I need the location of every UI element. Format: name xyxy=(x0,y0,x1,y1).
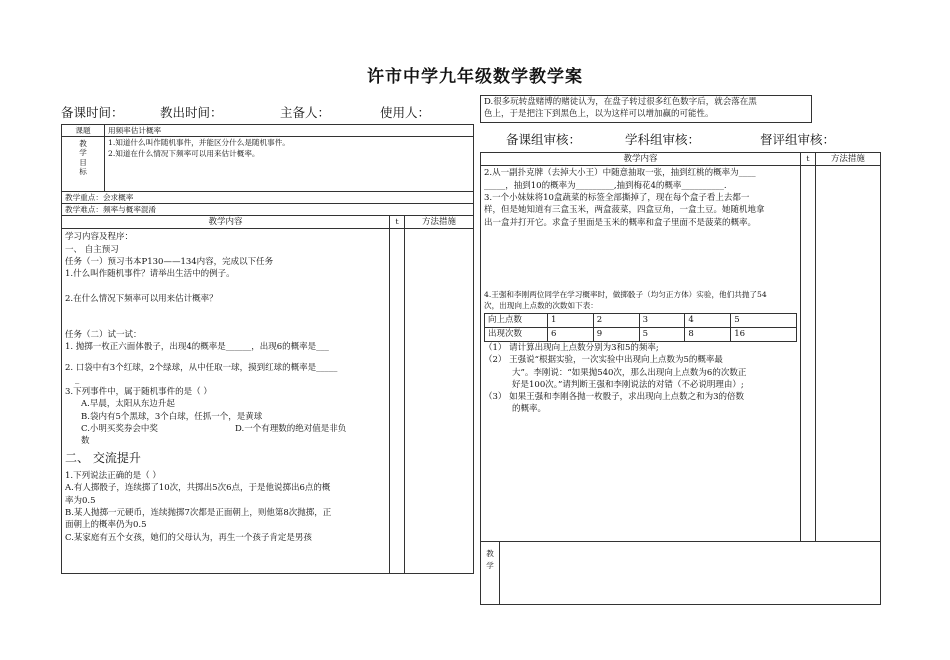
review-subject-label: 学科组审核： xyxy=(625,132,701,147)
col-method-header-right: 方法措施 xyxy=(815,153,880,166)
point-cell: 5 xyxy=(731,313,797,327)
left-lesson-table xyxy=(61,124,474,574)
left-t-cell xyxy=(390,229,405,574)
count-cell: 9 xyxy=(593,327,639,341)
key-point: 教学重点：会求概率 xyxy=(62,192,474,204)
count-cell: 8 xyxy=(685,327,731,341)
count-cell: 5 xyxy=(639,327,685,341)
count-row-label: 出现次数 xyxy=(485,327,548,341)
topic-label: 课题 xyxy=(62,125,105,137)
count-cell: 6 xyxy=(548,327,594,341)
right-t-cell xyxy=(801,166,816,542)
topic-value: 用频率估计概率 xyxy=(105,125,474,137)
col-content-header: 教学内容 xyxy=(62,216,390,229)
right-content-cell: 2.从一副扑克牌（去掉大小王）中随意抽取一张，抽到红桃的概率为____ _____，抽到10的概率为_________,抽到梅花4的概率__________. 3.一个小妹妹将10盒蔬菜的标签全部撕掉了，现在每个盒子看上去都一 样，但是她知道有三盒玉米，两盒菠菜，四盒豆角，一盒土豆。她随机地拿 出一盒并打开它。求盒子里面是玉米的概率和盒子里面不是菠菜的概率。 4.王强和李刚两位同学在学习概率时，做掷骰子（均匀正方体）实验，他们共抛了54 次，出现向上点数的次数如下表： 向上点数 1 2 3 4 5 出现次数 6 9 5 8 16 （1） 请计算出现向上点数分别为3和5的频率; （2） 王强说“根据实验，一次实验中出现向上点数为5的概率最 大”。李刚说：“如果抛540次，那么出现向上点数为6的次数正 好是100次。”请判断王强和李刚说法的对错（不必说明理由）; （3） 如果王强和李刚各抛一枚骰子，求出现向上点数之和为3的倍数 的概率。 xyxy=(481,166,801,542)
right-method-cell xyxy=(815,166,880,542)
col-t-header-right: t xyxy=(801,153,816,166)
right-top-box: D.很多玩转盘赌博的赌徒认为，在盘子转过很多红色数字后，就会落在黑 色上，于是把注下到黑色上，以为这样可以增加赢的可能性。 xyxy=(480,95,812,123)
point-cell: 2 xyxy=(593,313,639,327)
reflection-label: 教 学 xyxy=(481,542,500,605)
reflection-cell xyxy=(500,542,881,605)
left-method-cell xyxy=(405,229,474,574)
review-group-label: 备课组审核： xyxy=(506,132,582,147)
col-content-header-right: 教学内容 xyxy=(481,153,801,166)
goal-text: 1.知道什么叫作随机事件，并能区分什么是随机事件。 2.知道在什么情况下频率可以用来估计概率。 xyxy=(105,137,474,192)
page-title: 许市中学九年级数学教学案 xyxy=(367,67,583,87)
dice-frequency-table xyxy=(484,313,797,342)
review-supervise-label: 督评组审核： xyxy=(760,132,836,147)
left-content-cell: 学习内容及程序： 一、 自主预习 任务（一）预习书本P130——134内容，完成以下任务 1.什么叫作随机事件？请举出生活中的例子。 2.在什么情况下频率可以用来估计概率？ 任务（二）试一试： 1. 抛掷一枚正六面体骰子，出现4的概率是______，出现6的概率是___ 2. 口袋中有3个红球，2个绿球，从中任取一球，摸到红球的概率是_____ _ 3.下列事件中，属于随机事件的是（ ） A.早晨，太阳从东边升起 B.袋内有5个黑球，3个白球，任抓一个，是黄球 C.小明买奖券会中奖 D.一个有理数的绝对值是非负 数 二、 交流提升 1.下列说法正确的是（ ） A.有人掷骰子，连续掷了10次，共掷出5次6点，于是他说掷出6点的概 率为0.5 B.某人抛掷一元硬币，连续抛掷7次都是正面朝上，则他第8次抛掷，正 面朝上的概率仍为0.5 C.某家庭有五个女孩，她们的父母认为，再生一个孩子肯定是男孩 xyxy=(62,229,390,574)
user-label: 使用人： xyxy=(380,105,431,120)
col-t-header: t xyxy=(390,216,405,229)
count-cell: 16 xyxy=(731,327,797,341)
teach-time-label: 教出时间： xyxy=(160,105,223,120)
goal-label: 教 学 目 标 xyxy=(62,137,105,192)
point-cell: 4 xyxy=(685,313,731,327)
col-method-header: 方法措施 xyxy=(405,216,474,229)
difficulty: 教学难点：频率与概率混淆 xyxy=(62,204,474,216)
point-cell: 3 xyxy=(639,313,685,327)
point-cell: 1 xyxy=(548,313,594,327)
prep-time-label: 备课时间： xyxy=(61,105,124,120)
right-lesson-table xyxy=(480,152,881,605)
preparer-label: 主备人： xyxy=(280,105,331,120)
points-row-label: 向上点数 xyxy=(485,313,548,327)
section-two-heading: 二、 交流提升 xyxy=(65,450,141,465)
